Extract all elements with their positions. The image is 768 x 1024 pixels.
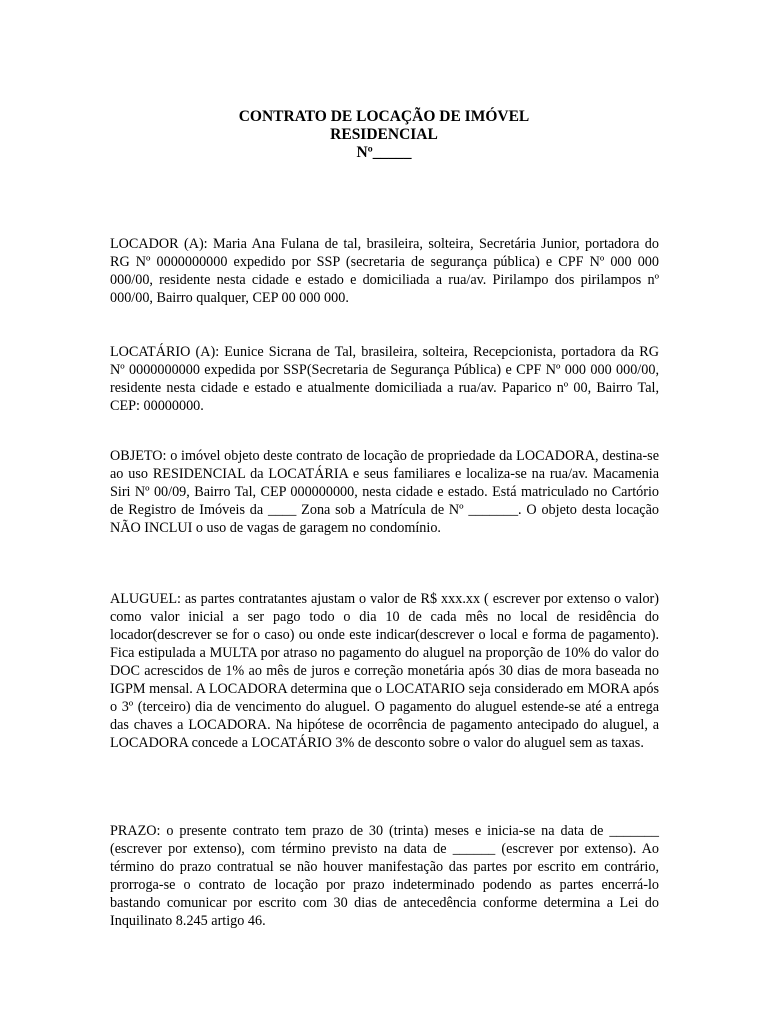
paragraph-locador: LOCADOR (A): Maria Ana Fulana de tal, brasileira, solteira, Secretária Junior, portadora do RG Nº 0000000000 expedido por SSP (secretaria de segurança pública) e CPF Nº 000 000 000/00, residente nesta cidade e estado e domiciliada a rua/av. Pirilampo dos pirilampos nº 000/00, Bairro qualquer, CEP 00 000 000. — [110, 236, 659, 306]
title-line-2: RESIDENCIAL — [330, 126, 438, 143]
paragraph-objeto: OBJETO: o imóvel objeto deste contrato de locação de propriedade da LOCADORA, destina-se ao uso RESIDENCIAL da LOCATÁRIA e seus familiares e localiza-se na rua/av. Macamenia Siri Nº 00/09, Bairro Tal, CEP 000000000, nesta cidade e estado. Está matriculado no Cartório de Registro de Imóveis da ____ Zona sob a Matrícula de Nº _______. O objeto desta locação NÃO INCLUI o uso de vagas de garagem no condomínio. — [110, 448, 659, 536]
paragraph-locatario: LOCATÁRIO (A): Eunice Sicrana de Tal, brasileira, solteira, Recepcionista, portadora da RG Nº 0000000000 expedida por SSP(Secretaria de Segurança Pública) e CPF Nº 000 000 000/00, residente nesta cidade e estado e atualmente domiciliada a rua/av. Paparico nº 00, Bairro Tal, CEP: 00000000. — [110, 344, 659, 414]
title-line-1: CONTRATO DE LOCAÇÃO DE IMÓVEL — [238, 108, 530, 125]
document-title — [0, 108, 768, 162]
paragraph-prazo: PRAZO: o presente contrato tem prazo de 30 (trinta) meses e inicia-se na data de _______ (escrever por extenso), com término previsto na data de ______ (escrever por extenso). Ao término do prazo contratual se não houver manifestação das partes por escrito em contrário, prorroga-se o contrato de locação por prazo indeterminado podendo as partes encerrá-lo bastando comunicar por escrito com 30 dias de antecedência conforme determina a Lei do Inquilinato 8.245 artigo 46. — [110, 823, 659, 929]
paragraph-aluguel: ALUGUEL: as partes contratantes ajustam o valor de R$ xxx.xx ( escrever por extenso o valor) como valor inicial a ser pago todo o dia 10 de cada mês no local de residência do locador(descrever se for o caso) ou onde este indicar(descrever o local e forma de pagamento). Fica estipulada a MULTA por atraso no pagamento do aluguel na proporção de 10% do valor do DOC acrescidos de 1% ao mês de juros e correção monetária após 30 dias de mora baseada no IGPM mensal. A LOCADORA determina que o LOCATARIO seja considerado em MORA após o 3º (terceiro) dia de vencimento do aluguel. O pagamento do aluguel estende-se até a entrega das chaves a LOCADORA. Na hipótese de ocorrência de pagamento antecipado do aluguel, a LOCADORA concede a LOCATÁRIO 3% de desconto sobre o valor do aluguel sem as taxas. — [110, 591, 659, 751]
contract-number: Nº_____ — [356, 144, 412, 161]
